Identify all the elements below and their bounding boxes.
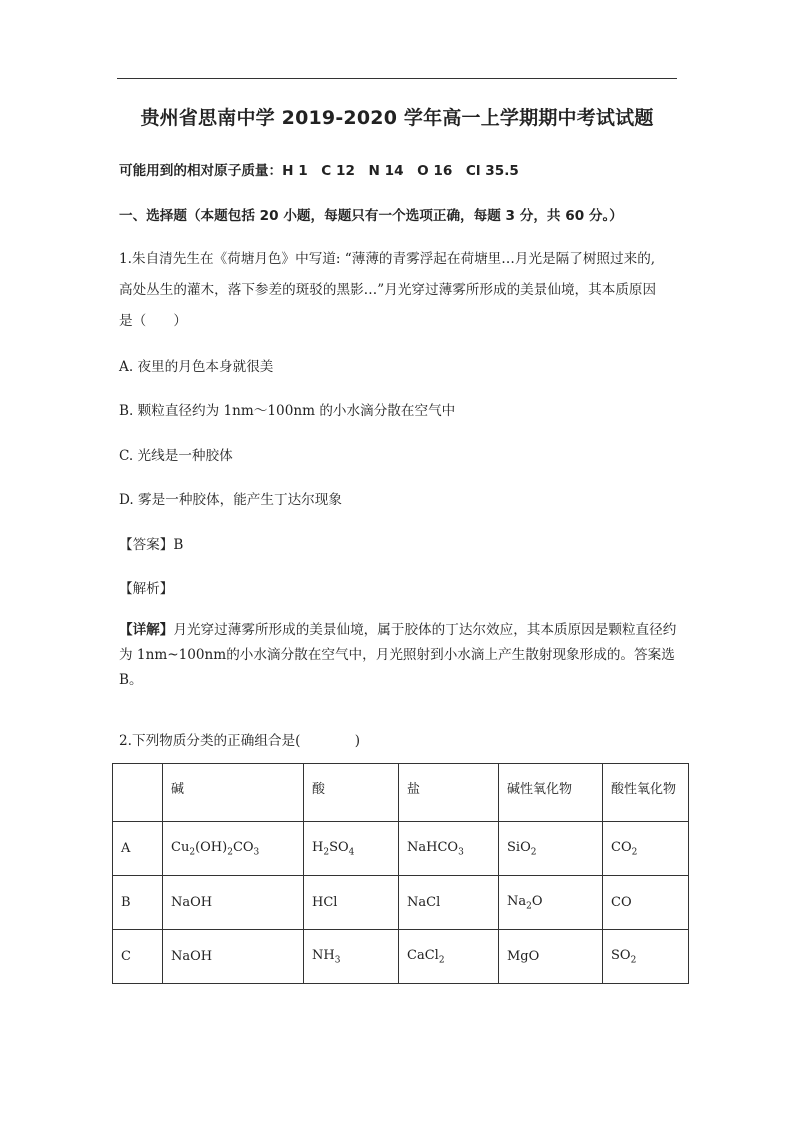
- base-cell: $Cu_2(OH)_2CO_3$: [163, 822, 304, 876]
- row-label: C: [113, 930, 163, 984]
- q1-stem-line2: 高处丛生的灌木，落下参差的斑驳的黑影…”月光穿过薄雾所形成的美景仙境，其本质原因: [119, 282, 657, 298]
- header-rule: [117, 78, 677, 79]
- row-label: A: [113, 822, 163, 876]
- q1-detail-text: 月光穿过薄雾所形成的美景仙境，属于胶体的丁达尔效应，其本质原因是颗粒直径约为 1nm~100nm的小水滴分散在空气中，月光照射到小水滴上产生散射现象形成的。答案选 B。: [119, 622, 677, 688]
- basic-oxide-cell: MgO: [499, 930, 603, 984]
- table-header-cell: 碱性氧化物: [499, 764, 603, 822]
- basic-oxide-cell: SiO$_2$: [499, 822, 603, 876]
- page-title: 贵州省思南中学 2019-2020 学年高一上学期期中考试试题: [140, 107, 654, 129]
- table-header-cell: 碱: [163, 764, 304, 822]
- acidic-oxide-cell: $CO_2$: [603, 822, 689, 876]
- classification-table: [112, 763, 689, 984]
- table-row: [113, 876, 689, 930]
- q1-stem-line3: 是（ ）: [119, 313, 187, 329]
- table-header-row: [113, 764, 689, 822]
- table-header-cell: 酸: [304, 764, 399, 822]
- q1-option-c: C. 光线是一种胶体: [119, 448, 233, 464]
- acid-cell: $NH_3$: [304, 930, 399, 984]
- salt-cell: CaCl$_2$: [399, 930, 499, 984]
- q2-stem: 2.下列物质分类的正确组合是( ): [119, 733, 361, 749]
- salt-cell: NaHCO$_3$: [399, 822, 499, 876]
- section-heading: 一、选择题（本题包括 20 小题，每题只有一个选项正确，每题 3 分，共 60 分。）: [119, 208, 623, 224]
- q1-option-a: A. 夜里的月色本身就很美: [119, 359, 274, 375]
- q1-analysis-label: 【解析】: [119, 581, 174, 597]
- basic-oxide-cell: $Na_2O$: [499, 876, 603, 930]
- atomic-masses: 可能用到的相对原子质量：H 1 C 12 N 14 O 16 Cl 35.5: [119, 163, 519, 179]
- table-header-cell: 盐: [399, 764, 499, 822]
- acidic-oxide-cell: $SO_2$: [603, 930, 689, 984]
- table-header-cell: 酸性氧化物: [603, 764, 689, 822]
- salt-cell: NaCl: [399, 876, 499, 930]
- acid-cell: HCl: [304, 876, 399, 930]
- acidic-oxide-cell: CO: [603, 876, 689, 930]
- base-cell: NaOH: [163, 930, 304, 984]
- q1-option-b: B. 颗粒直径约为 1nm～100nm 的小水滴分散在空气中: [119, 403, 456, 419]
- table-row: [113, 930, 689, 984]
- acid-cell: $H_2SO_4$: [304, 822, 399, 876]
- q1-option-d: D. 雾是一种胶体，能产生丁达尔现象: [119, 492, 342, 508]
- q1-answer: 【答案】B: [119, 537, 184, 553]
- row-label: B: [113, 876, 163, 930]
- base-cell: NaOH: [163, 876, 304, 930]
- table-row: [113, 822, 689, 876]
- q1-stem-line1: 1.朱自清先生在《荷塘月色》中写道: “薄薄的青雾浮起在荷塘里…月光是隔了树照过来的,: [119, 251, 656, 267]
- q1-detail-label: 【详解】: [119, 622, 174, 638]
- q1-detail: [119, 618, 679, 693]
- table-header-cell: [113, 764, 163, 822]
